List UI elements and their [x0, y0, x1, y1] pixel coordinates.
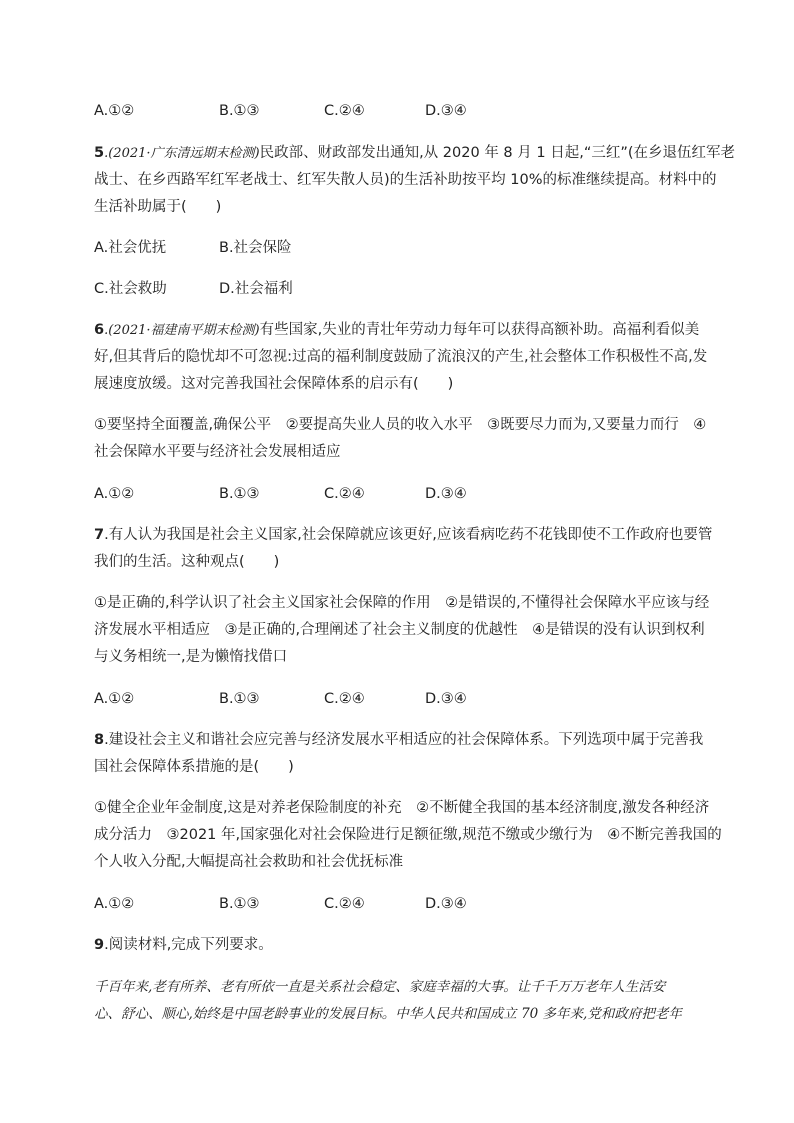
q8-items-line-1: ①健全企业年金制度,这是对养老保险制度的补充 ②不断健全我国的基本经济制度,激发各种经济 — [94, 800, 710, 816]
question-number: 7 — [94, 527, 105, 543]
q4-option-c[interactable]: C.②④ — [324, 103, 365, 119]
q6-text: 有些国家,失业的青壮年劳动力每年可以获得高额补助。高福利看似美 — [259, 322, 700, 338]
q5-stem-line-1 — [94, 143, 735, 164]
q8-items-line-3: 个人收入分配,大幅提高社会救助和社会优抚标准 — [94, 854, 404, 870]
q5-text: 民政部、财政部发出通知,从 2020 年 8 月 1 日起,“三红”(在乡退伍红军老 — [259, 145, 735, 161]
q7-option-c[interactable]: C.②④ — [324, 691, 365, 707]
question-number: 5 — [94, 145, 105, 161]
q5-option-c[interactable]: C.社会救助 — [94, 281, 167, 297]
question-number: 8 — [94, 732, 105, 748]
q7-items-line-2: 济发展水平相适应 ③是正确的,合理阐述了社会主义制度的优越性 ④是错误的没有认识到权利 — [94, 622, 705, 638]
q7-option-a[interactable]: A.①② — [94, 691, 135, 707]
q5-option-b[interactable]: B.社会保险 — [219, 240, 292, 256]
q8-option-d[interactable]: D.③④ — [425, 896, 467, 912]
q5-stem-line-2: 战士、在乡西路军红军老战士、红军失散人员)的生活补助按平均 10%的标准继续提高。材料中的 — [94, 172, 717, 188]
q7-option-b[interactable]: B.①③ — [219, 691, 260, 707]
q9-stem-line-1 — [94, 935, 273, 955]
q8-text: .建设社会主义和谐社会应完善与经济发展水平相适应的社会保障体系。下列选项中属于完善我 — [104, 732, 704, 748]
q4-option-b[interactable]: B.①③ — [219, 103, 260, 119]
q5-option-a[interactable]: A.社会优抚 — [94, 240, 167, 256]
q8-stem-line-2: 国社会保障体系措施的是( ) — [94, 759, 294, 775]
q6-option-d[interactable]: D.③④ — [425, 486, 467, 502]
q7-text: .有人认为我国是社会主义国家,社会保障就应该更好,应该看病吃药不花钱即使不工作政府也要管 — [104, 527, 713, 543]
q8-items-line-2: 成分活力 ③2021 年,国家强化对社会保险进行足额征缴,规范不缴或少缴行为 ④不断完善我国的 — [94, 827, 722, 843]
q9-material-line-1: 千百年来,老有所养、老有所依一直是关系社会稳定、家庭幸福的大事。让千千万万老年人生活安 — [94, 979, 666, 995]
q8-stem-line-1 — [94, 730, 703, 750]
q4-option-d[interactable]: D.③④ — [425, 103, 467, 119]
q6-option-c[interactable]: C.②④ — [324, 486, 365, 502]
q7-stem-line-2: 我们的生活。这种观点( ) — [94, 554, 280, 570]
q6-stem-line-3: 展速度放缓。这对完善我国社会保障体系的启示有( ) — [94, 376, 454, 392]
q6-items-line-1: ①要坚持全面覆盖,确保公平 ②要提高失业人员的收入水平 ③既要尽力而为,又要量力而行 ④ — [94, 417, 707, 433]
q8-option-c[interactable]: C.②④ — [324, 896, 365, 912]
q6-stem-line-2: 好,但其背后的隐忧却不可忽视:过高的福利制度鼓励了流浪汉的产生,社会整体工作积极性不高,发 — [94, 349, 708, 365]
q9-text: .阅读材料,完成下列要求。 — [104, 937, 273, 953]
q6-option-a[interactable]: A.①② — [94, 486, 135, 502]
question-source: .(2021·福建南平期末检测) — [104, 323, 260, 338]
question-number: 9 — [94, 937, 105, 953]
q8-option-a[interactable]: A.①② — [94, 896, 135, 912]
q6-items-line-2: 社会保障水平要与经济社会发展相适应 — [94, 444, 341, 460]
q8-option-b[interactable]: B.①③ — [219, 896, 260, 912]
question-number: 6 — [94, 322, 105, 338]
q5-option-d[interactable]: D.社会福利 — [219, 281, 293, 297]
q7-items-line-1: ①是正确的,科学认识了社会主义国家社会保障的作用 ②是错误的,不懂得社会保障水平应该与经 — [94, 595, 710, 611]
q5-stem-line-3: 生活补助属于( ) — [94, 199, 222, 215]
q6-option-b[interactable]: B.①③ — [219, 486, 260, 502]
q7-stem-line-1 — [94, 525, 712, 545]
question-source: .(2021·广东清远期末检测) — [104, 146, 260, 161]
q6-stem-line-1 — [94, 320, 699, 341]
q4-option-a[interactable]: A.①② — [94, 103, 135, 119]
q7-items-line-3: 与义务相统一,是为懒惰找借口 — [94, 649, 288, 665]
q7-option-d[interactable]: D.③④ — [425, 691, 467, 707]
q9-material-line-2: 心、舒心、顺心,始终是中国老龄事业的发展目标。中华人民共和国成立 70 多年来,党和政府把老年 — [94, 1006, 682, 1022]
